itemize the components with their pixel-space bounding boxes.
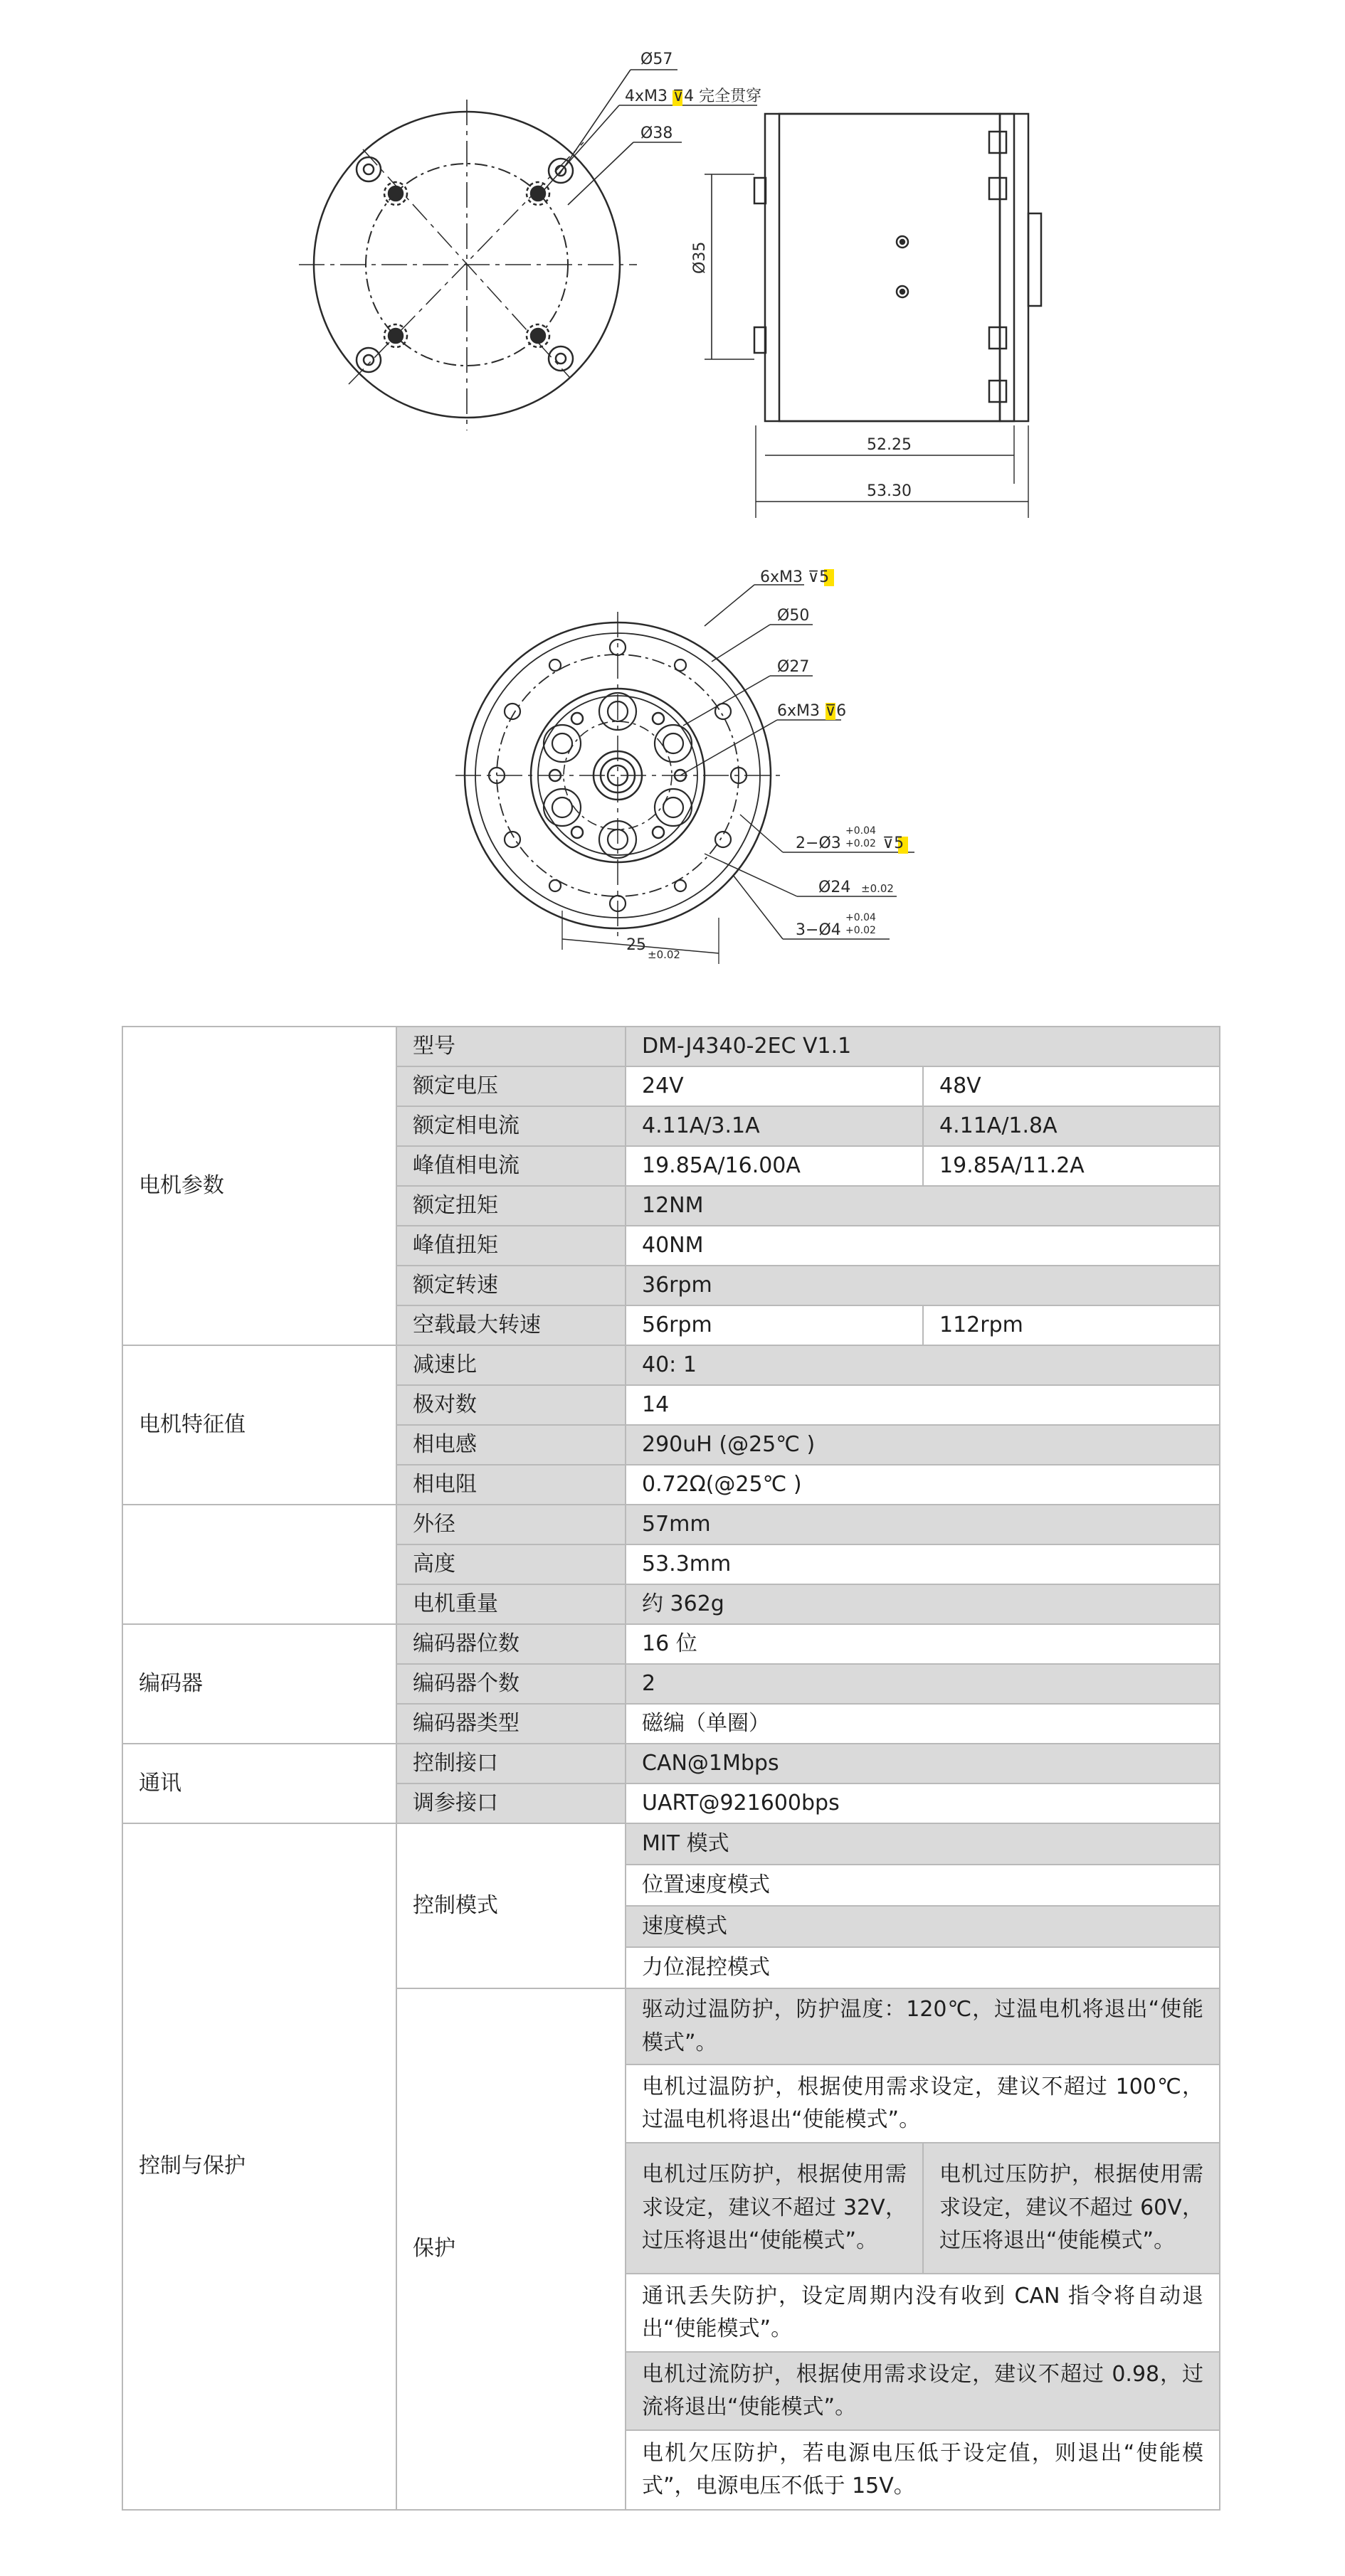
row-value-inductance: 290uH (@25℃ )	[626, 1425, 1220, 1465]
row-value-rated-voltage-48: 48V	[923, 1066, 1220, 1106]
label-d57: 57	[653, 51, 673, 68]
svg-text:6xM3 ⊽6: 6xM3 ⊽6	[777, 702, 847, 720]
row-value-resistance: 0.72Ω(@25℃ )	[626, 1465, 1220, 1505]
group-encoder: 编码器	[122, 1624, 396, 1744]
label-6xm3-a-depth: 5	[819, 568, 830, 586]
svg-text:3−Ø4: 3−Ø4	[796, 921, 841, 939]
row-value-peak-phase-current-24: 19.85A/16.00A	[626, 1146, 923, 1186]
row-label-debug-iface: 调参接口	[396, 1783, 626, 1823]
row-value-enc-type: 磁编（单圈）	[626, 1704, 1220, 1744]
row-label-outer-dia: 外径	[396, 1505, 626, 1544]
row-label-inductance: 相电感	[396, 1425, 626, 1465]
label-d50: 50	[789, 607, 810, 625]
row-label-resistance: 相电阻	[396, 1465, 626, 1505]
label-d38: 38	[653, 124, 673, 142]
label-d24-tol: ±0.02	[861, 882, 894, 895]
prot-undervoltage: 电机欠压防护，若电源电压低于设定值，则退出“使能模式”，电源电压不低于 15V。	[626, 2430, 1220, 2510]
label-dim25: 25	[626, 936, 646, 954]
row-label-ctrl-iface: 控制接口	[396, 1744, 626, 1783]
prot-motor-overtemp: 电机过温防护，根据使用需求设定，建议不超过 100℃，过温电机将退出“使能模式”。	[626, 2064, 1220, 2143]
row-value-rated-speed: 36rpm	[626, 1266, 1220, 1305]
svg-text:Ø50: Ø50	[777, 607, 810, 625]
prot-driver-overtemp: 驱动过温防护，防护温度：120℃，过温电机将退出“使能模式”。	[626, 1988, 1220, 2064]
label-d24: 24	[830, 879, 851, 896]
svg-text:Ø35: Ø35	[691, 241, 709, 274]
svg-text:Ø27: Ø27	[777, 658, 810, 676]
label-pin2-tol-up: +0.04	[845, 825, 876, 837]
label-pin2-depth: 5	[894, 834, 904, 852]
row-value-ctrl-iface: CAN@1Mbps	[626, 1744, 1220, 1783]
label-52-25: 52.25	[867, 436, 912, 454]
row-value-rated-voltage-24: 24V	[626, 1066, 923, 1106]
label-4xm3-depth: 4	[684, 88, 695, 105]
spec-table	[122, 1026, 1220, 2511]
row-value-rated-phase-current-24: 4.11A/3.1A	[626, 1106, 923, 1146]
row-value-peak-torque: 40NM	[626, 1226, 1220, 1266]
label-through: 完全贯穿	[699, 88, 762, 105]
label-d27: 27	[789, 658, 810, 676]
row-label-ctrl-mode: 控制模式	[396, 1823, 626, 1988]
label-d35: 35	[691, 241, 709, 262]
row-label-enc-count: 编码器个数	[396, 1664, 626, 1704]
label-pin3-tol-down: +0.02	[845, 925, 876, 936]
prot-overvoltage-48: 电机过压防护，根据使用需求设定，建议不超过 60V，过压将退出“使能模式”。	[923, 2143, 1220, 2274]
prot-overcurrent: 电机过流防护，根据使用需求设定，建议不超过 0.98，过流将退出“使能模式”。	[626, 2352, 1220, 2430]
label-pin2-tol-down: +0.02	[845, 838, 876, 849]
row-value-noload-speed-24: 56rpm	[626, 1305, 923, 1345]
svg-text:Ø38: Ø38	[640, 124, 673, 142]
label-pin2-dia: 3	[830, 834, 841, 852]
mode-vel: 速度模式	[626, 1906, 1220, 1947]
svg-text:2−Ø3: 2−Ø3	[796, 834, 841, 852]
row-value-outer-dia: 57mm	[626, 1505, 1220, 1544]
label-pin3-dia: 4	[830, 921, 841, 939]
top-drawing	[0, 0, 1345, 526]
group-dimensions	[122, 1505, 396, 1624]
row-label-rated-speed: 额定转速	[396, 1266, 626, 1305]
row-label-peak-phase-current: 峰值相电流	[396, 1146, 626, 1186]
row-value-height: 53.3mm	[626, 1544, 1220, 1584]
row-value-rated-phase-current-48: 4.11A/1.8A	[923, 1106, 1220, 1146]
svg-text:Ø24: Ø24	[818, 879, 851, 896]
mode-pos-vel: 位置速度模式	[626, 1865, 1220, 1906]
row-value-weight: 约 362g	[626, 1584, 1220, 1624]
row-label-enc-type: 编码器类型	[396, 1704, 626, 1744]
row-label-model: 型号	[396, 1027, 626, 1066]
svg-text:6xM3 ⊽5: 6xM3 ⊽5	[760, 568, 830, 586]
row-value-noload-speed-48: 112rpm	[923, 1305, 1220, 1345]
row-value-enc-count: 2	[626, 1664, 1220, 1704]
label-6xm3-a: 6xM3	[760, 568, 803, 586]
side-body	[765, 114, 1014, 421]
group-motor-params: 电机参数	[122, 1027, 396, 1345]
label-6xm3-b-depth: 6	[836, 702, 847, 720]
prot-overvoltage-24: 电机过压防护，根据使用需求设定，建议不超过 32V，过压将退出“使能模式”。	[626, 2143, 923, 2274]
svg-text:⊽5: ⊽5	[882, 834, 904, 852]
label-pin2: 2−	[796, 834, 819, 852]
row-label-enc-bits: 编码器位数	[396, 1624, 626, 1664]
group-motor-characteristics: 电机特征值	[122, 1345, 396, 1505]
row-label-protection: 保护	[396, 1988, 626, 2510]
label-4xm3: 4xM3	[625, 88, 668, 105]
group-comm: 通讯	[122, 1744, 396, 1823]
label-53-30: 53.30	[867, 482, 912, 500]
row-label-noload-speed: 空载最大转速	[396, 1305, 626, 1345]
row-value-model: DM-J4340-2EC V1.1	[626, 1027, 1220, 1066]
group-control-protection: 控制与保护	[122, 1823, 396, 2510]
mode-force-pos: 力位混控模式	[626, 1947, 1220, 1988]
label-6xm3-b: 6xM3	[777, 702, 820, 720]
row-label-pole-pairs: 极对数	[396, 1385, 626, 1425]
row-label-reduction: 减速比	[396, 1345, 626, 1385]
label-dim25-tol: ±0.02	[648, 948, 680, 961]
svg-text:4xM3 ⊽4 完全贯穿: 4xM3 ⊽4 完全贯穿	[625, 88, 762, 105]
front-drawing	[0, 541, 1345, 1003]
row-value-debug-iface: UART@921600bps	[626, 1783, 1220, 1823]
row-label-weight: 电机重量	[396, 1584, 626, 1624]
row-value-reduction: 40: 1	[626, 1345, 1220, 1385]
row-label-peak-torque: 峰值扭矩	[396, 1226, 626, 1266]
mode-mit: MIT 模式	[626, 1823, 1220, 1865]
row-label-rated-voltage: 额定电压	[396, 1066, 626, 1106]
row-value-rated-torque: 12NM	[626, 1186, 1220, 1226]
svg-text:Ø57: Ø57	[640, 51, 673, 68]
row-value-peak-phase-current-48: 19.85A/11.2A	[923, 1146, 1220, 1186]
row-label-height: 高度	[396, 1544, 626, 1584]
row-value-enc-bits: 16 位	[626, 1624, 1220, 1664]
row-value-pole-pairs: 14	[626, 1385, 1220, 1425]
label-pin3-tol-up: +0.04	[845, 912, 876, 923]
row-label-rated-phase-current: 额定相电流	[396, 1106, 626, 1146]
prot-comm-loss: 通讯丢失防护，设定周期内没有收到 CAN 指令将自动退出“使能模式”。	[626, 2274, 1220, 2352]
row-label-rated-torque: 额定扭矩	[396, 1186, 626, 1226]
label-pin3: 3−	[796, 921, 819, 939]
